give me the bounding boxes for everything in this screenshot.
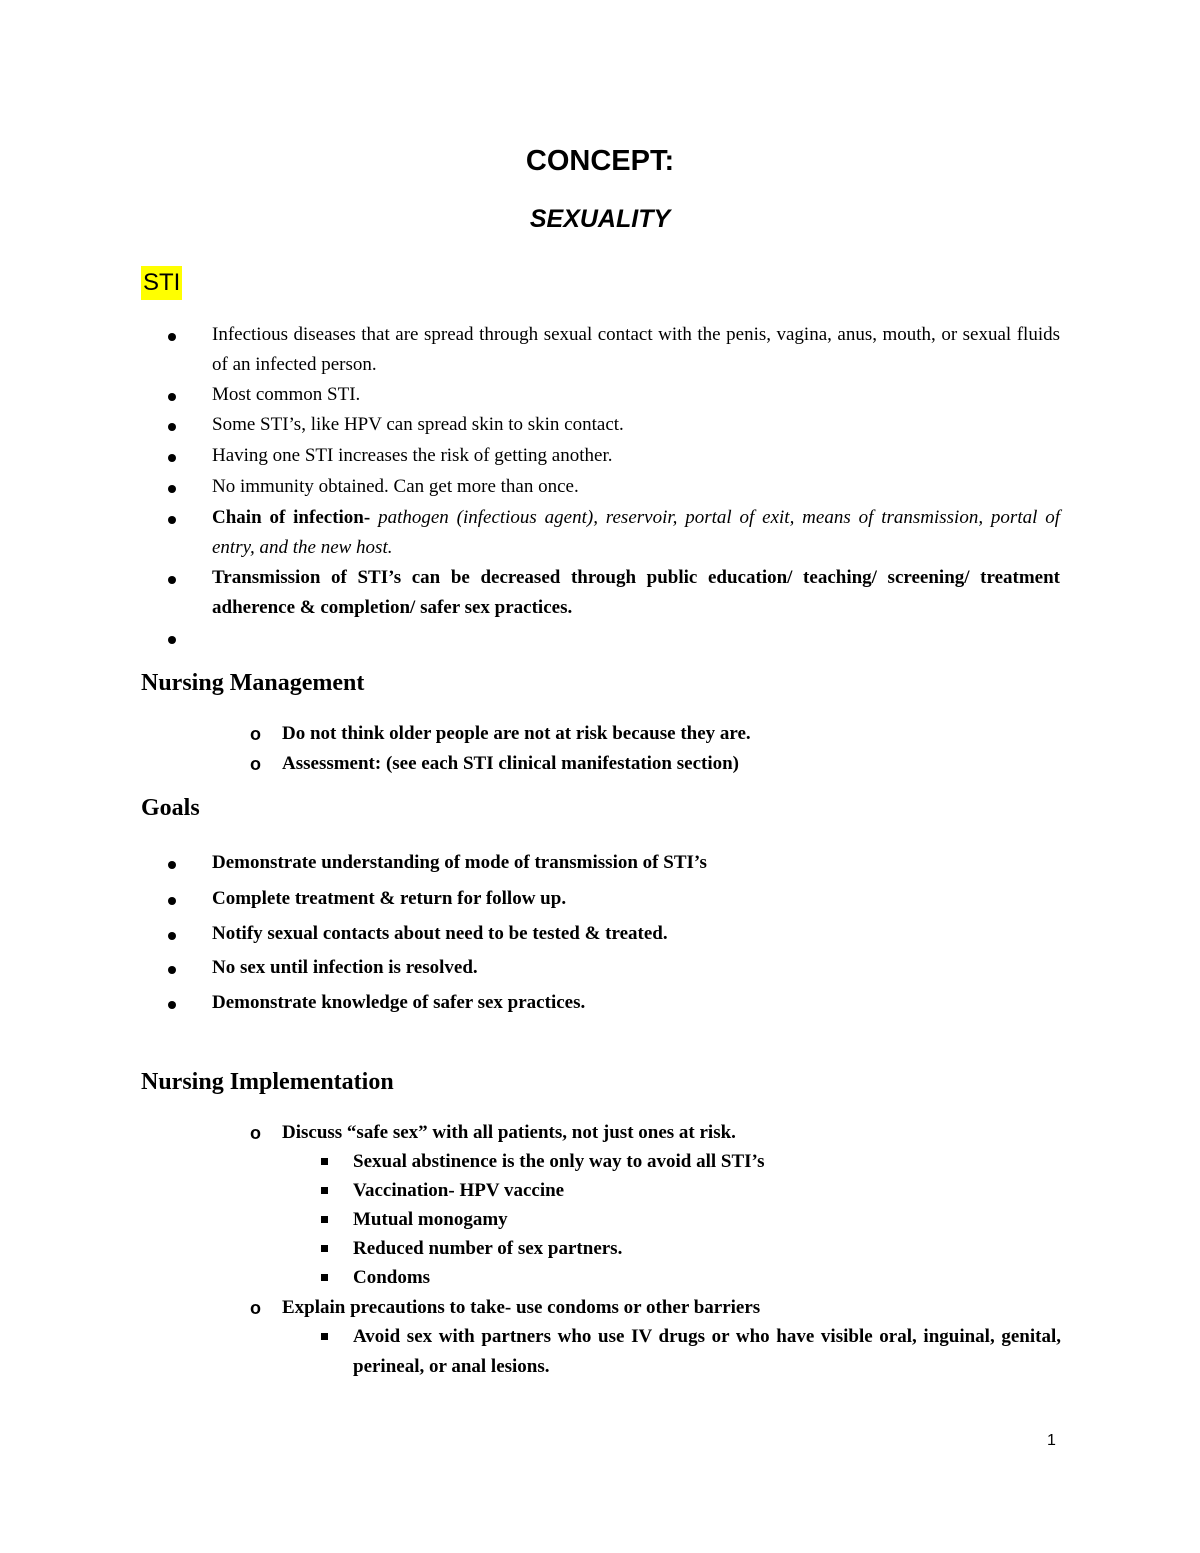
list-item: o Do not think older people are not at risk because they are.: [282, 719, 1062, 749]
circle-bullet-icon: o: [250, 724, 261, 744]
chain-of-infection-item: Chain of infection- pathogen (infectious agent), reservoir, portal of exit, means of transmission, portal of entry, and the new host.: [212, 503, 1060, 563]
square-bullet-icon: [321, 1333, 328, 1340]
bullet-icon: [168, 423, 176, 431]
sub-list-item: Mutual monogamy: [353, 1205, 1061, 1235]
list-item: Infectious diseases that are spread through sexual contact with the penis, vagina, anus, mouth, or sexual fluids of an infected person.: [212, 320, 1060, 380]
list-item: Notify sexual contacts about need to be tested & treated.: [212, 919, 1060, 949]
bullet-icon: [168, 1001, 176, 1009]
sub-list-item: Condoms: [353, 1263, 1061, 1293]
nursing-management-heading: Nursing Management: [141, 670, 365, 696]
list-item: Having one STI increases the risk of getting another.: [212, 441, 1060, 471]
bullet-icon: [168, 333, 176, 341]
transmission-item: Transmission of STI’s can be decreased through public education/ teaching/ screening/ treatment adherence & completion/ safer sex practices.: [212, 563, 1060, 623]
square-bullet-icon: [321, 1187, 328, 1194]
page-subtitle: SEXUALITY: [529, 205, 671, 233]
circle-bullet-icon: o: [250, 754, 261, 774]
bullet-icon: [168, 393, 176, 401]
bullet-icon: [168, 576, 176, 584]
bullet-icon: [168, 966, 176, 974]
list-item: Complete treatment & return for follow up.: [212, 884, 1060, 914]
list-item: No sex until infection is resolved.: [212, 953, 1060, 983]
square-bullet-icon: [321, 1158, 328, 1165]
list-item: Some STI’s, like HPV can spread skin to skin contact.: [212, 410, 1060, 440]
bullet-icon: [168, 485, 176, 493]
list-item: o Discuss “safe sex” with all patients, not just ones at risk.: [282, 1118, 1062, 1148]
bullet-icon: [168, 516, 176, 524]
sub-list-item: Vaccination- HPV vaccine: [353, 1176, 1061, 1206]
page-number: 1: [1047, 1432, 1056, 1449]
list-item: No immunity obtained. Can get more than once.: [212, 472, 1060, 502]
nursing-implementation-heading: Nursing Implementation: [141, 1069, 394, 1095]
sub-list-item: Avoid sex with partners who use IV drugs or who have visible oral, inguinal, genital, perineal, or anal lesions.: [353, 1322, 1061, 1382]
bullet-icon: [168, 897, 176, 905]
square-bullet-icon: [321, 1245, 328, 1252]
square-bullet-icon: [321, 1274, 328, 1281]
list-item: Demonstrate understanding of mode of transmission of STI’s: [212, 848, 1060, 878]
goals-heading: Goals: [141, 795, 200, 821]
page-title: CONCEPT:: [525, 145, 675, 177]
list-item: o Explain precautions to take- use condoms or other barriers: [282, 1293, 1062, 1323]
list-item: Most common STI.: [212, 380, 1060, 410]
circle-bullet-icon: o: [250, 1298, 261, 1318]
bullet-icon: [168, 861, 176, 869]
bullet-icon: [168, 636, 176, 644]
sti-heading: STI: [141, 266, 182, 300]
list-item: o Assessment: (see each STI clinical manifestation section): [282, 749, 1062, 779]
sub-list-item: Reduced number of sex partners.: [353, 1234, 1061, 1264]
bullet-icon: [168, 454, 176, 462]
bullet-icon: [168, 932, 176, 940]
circle-bullet-icon: o: [250, 1123, 261, 1143]
list-item: Demonstrate knowledge of safer sex practices.: [212, 988, 1060, 1018]
square-bullet-icon: [321, 1216, 328, 1223]
sub-list-item: Sexual abstinence is the only way to avoid all STI’s: [353, 1147, 1061, 1177]
